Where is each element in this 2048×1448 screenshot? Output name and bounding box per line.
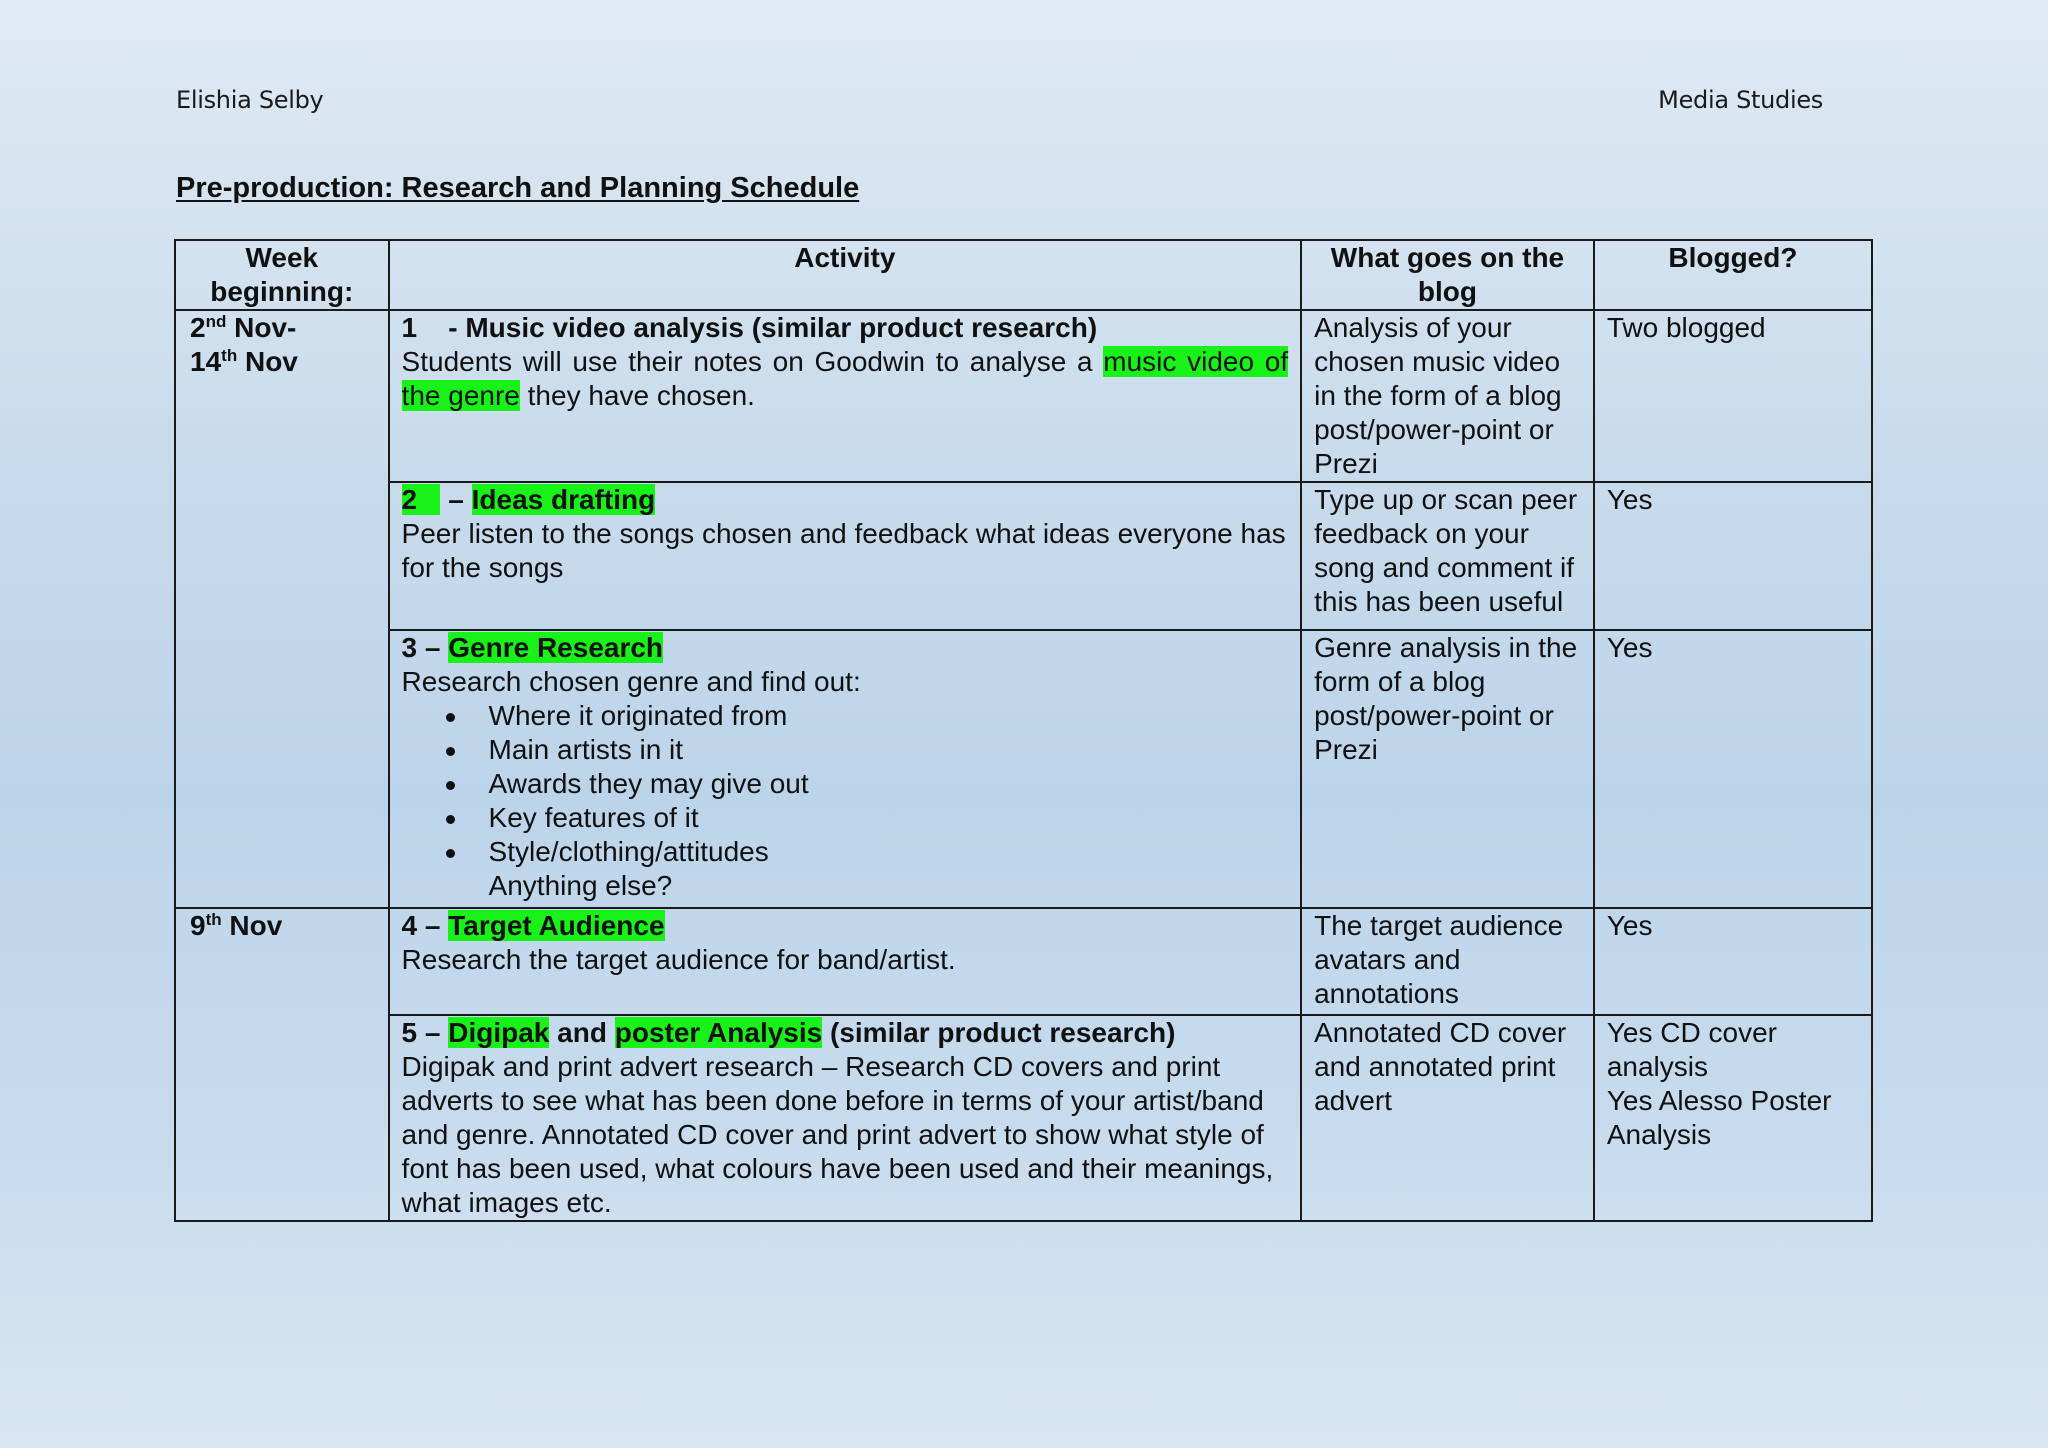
list-item: Main artists in it xyxy=(489,733,1289,767)
header-week: Week beginning: xyxy=(175,240,389,310)
blogged-cell-2: Yes xyxy=(1594,482,1872,630)
table-row xyxy=(175,482,1872,630)
activity-cell-2 xyxy=(389,482,1302,630)
table-row xyxy=(175,908,1872,1015)
table-row xyxy=(175,310,1872,482)
activity-desc-3: Research chosen genre and find out: xyxy=(401,666,861,697)
table-row xyxy=(175,630,1872,908)
activity-extra-3: Anything else? xyxy=(488,870,673,901)
activity-title-1: 1 - Music video analysis (similar product research) xyxy=(401,312,1098,343)
table-row xyxy=(175,1015,1872,1221)
activity-cell-5 xyxy=(389,1015,1302,1221)
blogged-cell-4: Yes xyxy=(1594,908,1872,1015)
author-name: Elishia Selby xyxy=(176,86,324,114)
header-blog: What goes on the blog xyxy=(1301,240,1594,310)
list-item: Key features of it xyxy=(489,801,1289,835)
activity-desc-5: Digipak and print advert research – Research CD covers and print adverts to see what has been done before in terms of your artist/band and genre. Annotated CD cover and print advert to show what style of font has been used, what colours have been used and their meanings, what images etc. xyxy=(401,1051,1274,1218)
genre-research-list xyxy=(402,699,1289,869)
activity-title-4: 4 – Target Audience xyxy=(401,910,665,941)
blog-cell-2: Type up or scan peer feedback on your song and comment if this has been useful xyxy=(1301,482,1594,630)
week-cell-2: 9th Nov xyxy=(175,908,389,1221)
schedule-table xyxy=(174,239,1873,1222)
activity-title-5: 5 – Digipak and poster Analysis (similar product research) xyxy=(401,1017,1176,1048)
list-item: Awards they may give out xyxy=(489,767,1289,801)
blog-cell-3: Genre analysis in the form of a blog post/power-point or Prezi xyxy=(1301,630,1594,908)
blogged-cell-3: Yes xyxy=(1594,630,1872,908)
blog-cell-4: The target audience avatars and annotations xyxy=(1301,908,1594,1015)
activity-cell-3 xyxy=(389,630,1302,908)
table-header-row xyxy=(175,240,1872,310)
activity-title-2: 2 – Ideas drafting xyxy=(401,484,656,515)
header-activity: Activity xyxy=(389,240,1302,310)
page-title: Pre-production: Research and Planning Schedule xyxy=(176,172,860,204)
activity-desc-4: Research the target audience for band/artist. xyxy=(401,944,956,975)
blogged-cell-5: Yes CD cover analysis Yes Alesso Poster Analysis xyxy=(1594,1015,1872,1221)
activity-cell-4 xyxy=(389,908,1302,1015)
header-blogged: Blogged? xyxy=(1594,240,1872,310)
blog-cell-5: Annotated CD cover and annotated print advert xyxy=(1301,1015,1594,1221)
blog-cell-1: Analysis of your chosen music video in the form of a blog post/power-point or Prezi xyxy=(1301,310,1594,482)
blogged-cell-1: Two blogged xyxy=(1594,310,1872,482)
activity-cell-1 xyxy=(389,310,1302,482)
activity-desc-1: Students will use their notes on Goodwin to analyse a music video of the genre they have chosen. xyxy=(401,346,1289,411)
subject-name: Media Studies xyxy=(1658,86,1823,114)
list-item: Style/clothing/attitudes xyxy=(489,835,1289,869)
activity-title-3: 3 – Genre Research xyxy=(401,632,664,663)
week-cell-1: 2nd Nov- 14th Nov xyxy=(175,310,389,908)
activity-desc-2: Peer listen to the songs chosen and feedback what ideas everyone has for the songs xyxy=(401,518,1286,583)
list-item: Where it originated from xyxy=(489,699,1289,733)
